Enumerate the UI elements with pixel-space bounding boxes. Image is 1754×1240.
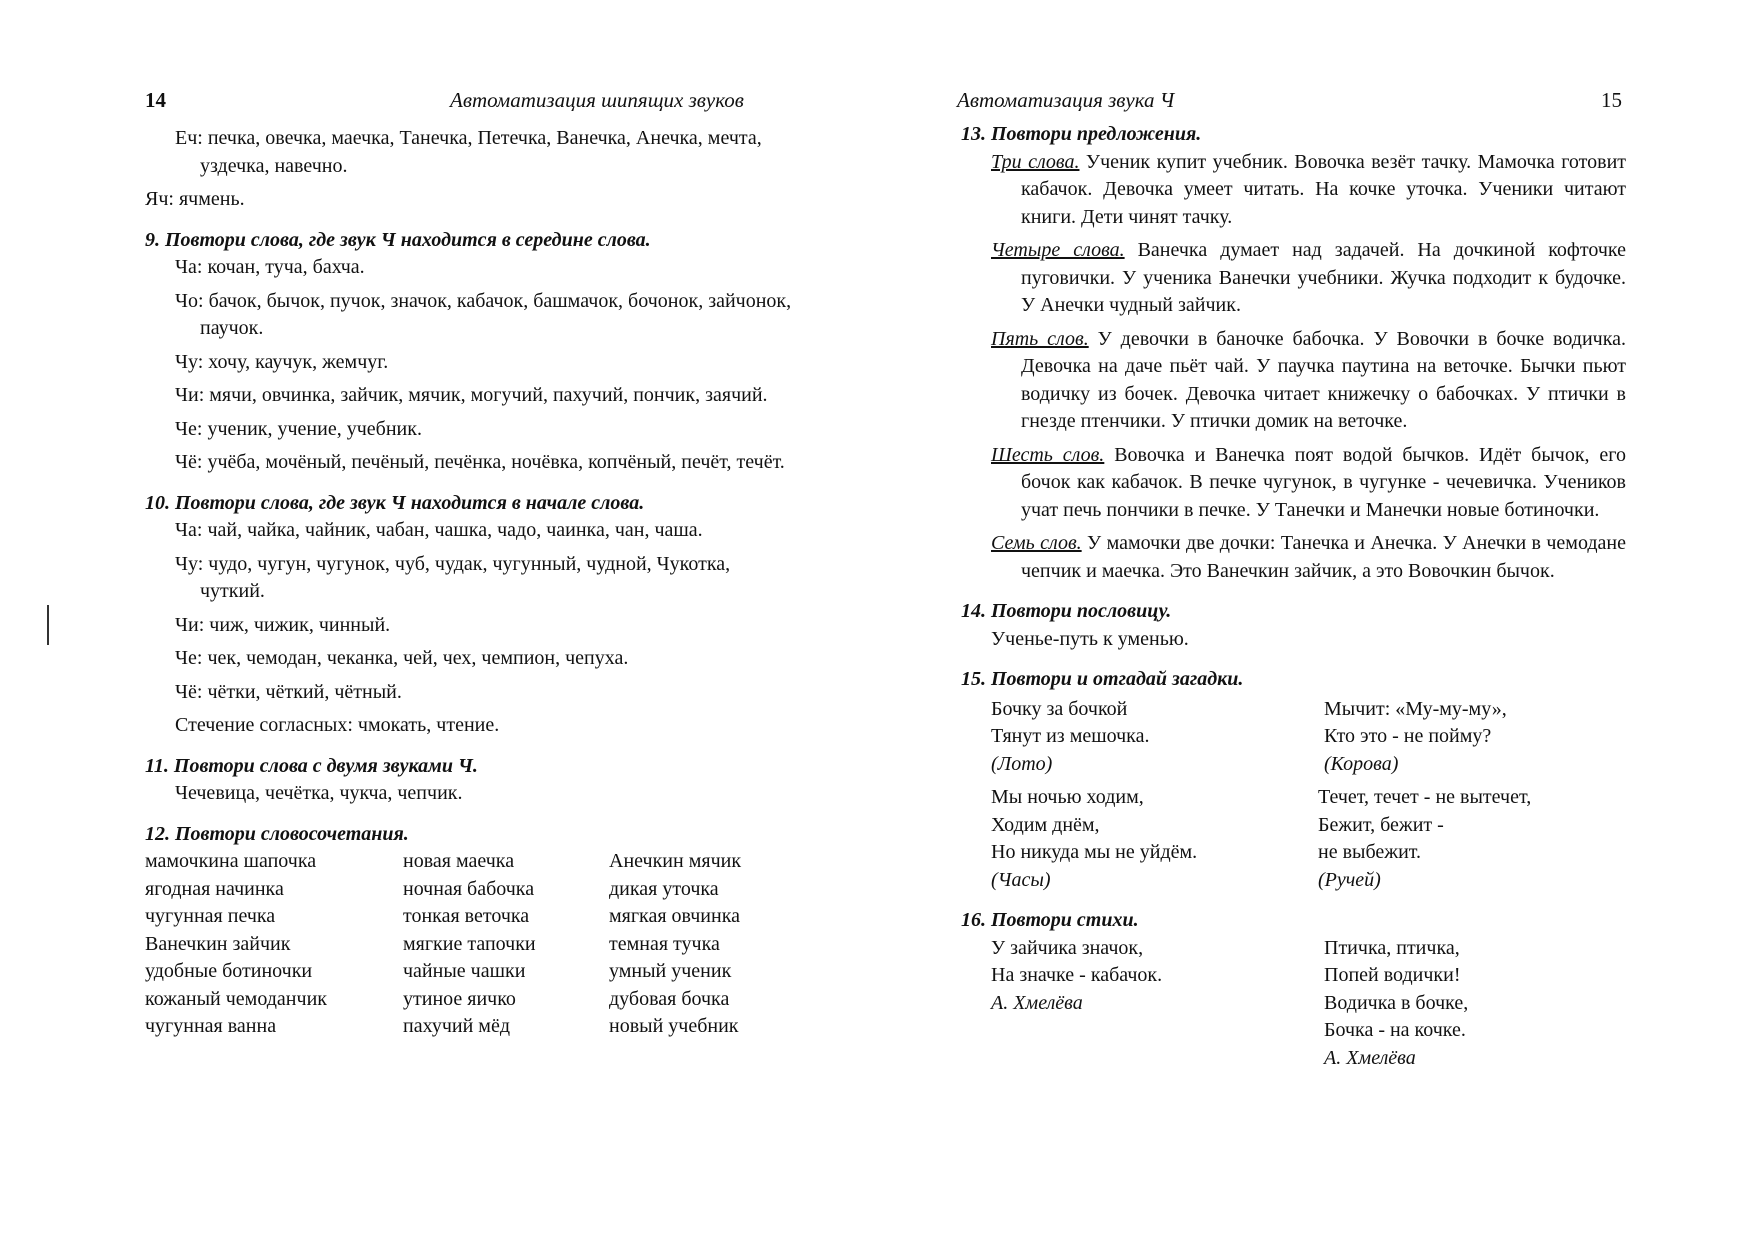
list-item: Чё: чётки, чёткий, чётный.	[175, 680, 402, 703]
exercise-13-title: 13. Повтори предложения.	[961, 123, 1202, 145]
list-item: мягкие тапочки	[403, 932, 536, 955]
word-combinations-grid	[145, 848, 795, 1041]
exercise-11-title: 11. Повтори слова с двумя звуками Ч.	[145, 754, 478, 777]
list-item: мягкая овчинка	[609, 905, 740, 927]
list-item: Че: ученик, учение, учебник.	[175, 417, 422, 440]
sentence-group: Пять слов. У девочки в баночке бабочка. У Вовочки в бочке водичка. Девочка на даче пьёт чай. У паучка паутина на веточке. Бычки пьют водичку из бочек. Девочка читает книжечку о бабочках. У птички в гнезде птенчики. У птички домик на веточке.	[991, 327, 1627, 432]
riddle-lotto: Бочку за бочкой Тянут из мешочка. (Лото)	[991, 696, 1324, 779]
poems	[961, 935, 1626, 1073]
list-item: кожаный чемоданчик	[145, 987, 327, 1010]
list-item: Стечение согласных: чмокать, чтение.	[175, 714, 500, 736]
riddle-answer: (Лото)	[991, 752, 1053, 775]
list-item: Ча: кочан, туча, бахча.	[175, 256, 365, 278]
list-item: чайные чашки	[403, 960, 526, 982]
riddle-answer: (Ручей)	[1318, 868, 1381, 891]
word-column	[145, 848, 403, 1041]
riddle-clock: Мы ночью ходим, Ходим днём, Но никуда мы не уйдём. (Часы)	[991, 784, 1318, 894]
left-content	[145, 125, 795, 1041]
list-item: Анечкин мячик	[609, 850, 742, 872]
list-item: Чё: учёба, мочёный, печёный, печёнка, ночёвка, копчёный, печёт, течёт.	[175, 451, 785, 473]
list-item: Чо: бачок, бычок, пучок, значок, кабачок, башмачок, бочонок, зайчонок, паучок.	[175, 289, 792, 339]
riddle-answer: (Часы)	[991, 868, 1051, 891]
list-item: тонкая веточка	[403, 905, 530, 927]
poem-1: У зайчика значок, На значке - кабачок. А. Хмелёва	[991, 935, 1324, 1073]
list-item: Чи: чиж, чижик, чинный.	[175, 613, 391, 636]
list-item: мамочкина шапочка	[145, 850, 317, 872]
right-content	[961, 121, 1626, 1078]
list-item: удобные ботиночки	[145, 960, 313, 982]
list-item: чугунная ванна	[145, 1015, 277, 1037]
riddle-cow: Мычит: «Му-му-му», Кто это - не пойму? (Корова)	[1324, 696, 1624, 779]
word-column	[609, 848, 809, 1041]
list-item: чугунная печка	[145, 905, 276, 927]
list-item: Ванечкин зайчик	[145, 932, 291, 955]
sentence-group: Три слова. Ученик купит учебник. Вовочка везёт тачку. Мамочка готовит кабачок. Девочка умеет читать. На кочке уточка. Ученики читают книги. Дети чинят тачку.	[991, 150, 1627, 228]
list-item: пахучий мёд	[403, 1015, 510, 1037]
list-item: утиное яичко	[403, 987, 516, 1010]
exercise-11-text: Чечевица, чечётка, чукча, чепчик.	[175, 782, 463, 804]
poem-author: А. Хмелёва	[1324, 1046, 1416, 1069]
exercise-14-title: 14. Повтори пословицу.	[961, 600, 1172, 622]
list-item: умный ученик	[609, 960, 732, 982]
list-item: темная тучка	[609, 932, 720, 955]
list-item: новый учебник	[609, 1015, 739, 1037]
running-title-right: Автоматизация звука Ч	[957, 88, 1175, 112]
riddles-row-2	[961, 784, 1626, 894]
list-item: Чи: мячи, овчинка, зайчик, мячик, могучий, пахучий, пончик, заячий.	[175, 384, 768, 406]
exercise-10-title: 10. Повтори слова, где звук Ч находится в начале слова.	[145, 491, 645, 514]
list-item: ночная бабочка	[403, 877, 535, 900]
right-page	[877, 0, 1754, 1240]
list-item: ягодная начинка	[145, 877, 284, 900]
list-item: дикая уточка	[609, 877, 719, 900]
exercise-9-title: 9. Повтори слова, где звук Ч находится в середине слова.	[145, 228, 651, 251]
poem-author: А. Хмелёва	[991, 991, 1083, 1014]
sentence-group: Шесть слов. Вовочка и Ванечка поят водой бычков. Идёт бычок, его бочок как кабачок. В печке чугунок, в чугунке - чечевичка. Учеников учат печь пончики в печке. У Танечки и Манечки новые ботиночки.	[991, 443, 1627, 521]
list-item: Чу: чудо, чугун, чугунок, чуб, чудак, чугунный, чудной, Чукотка, чуткий.	[175, 552, 731, 602]
word-column	[403, 848, 609, 1041]
exercise-12-title: 12. Повтори словосочетания.	[145, 822, 409, 845]
list-item: Че: чек, чемодан, чеканка, чей, чех, чемпион, чепуха.	[175, 647, 629, 669]
sentence-group: Четыре слова. Ванечка думает над задачей. На дочкиной кофточке пуговички. У ученика Ванечки учебники. Жучка подходит к будочке. У Анечки чудный зайчик.	[991, 239, 1626, 316]
poem-2: Птичка, птичка, Попей водички! Водичка в бочке, Бочка - на кочке. А. Хмелёва	[1324, 935, 1624, 1073]
riddle-stream: Течет, течет - не вытечет, Бежит, бежит - не выбежит. (Ручей)	[1318, 784, 1618, 894]
running-title-left: Автоматизация шипящих звуков	[450, 88, 744, 112]
sentence-group: Семь слов. У мамочки две дочки: Танечка и Анечка. У Анечки в чемодане чепчик и маечка. Это Ванечкин зайчик, а это Вовочкин бычок.	[991, 532, 1627, 582]
page-number-right: 15	[1601, 88, 1622, 112]
list-item: новая маечка	[403, 850, 515, 872]
page-number-left: 14	[145, 88, 166, 112]
list-item: Яч: ячмень.	[145, 188, 245, 210]
proverb-text: Ученье-путь к уменью.	[991, 627, 1189, 650]
exercise-16-title: 16. Повтори стихи.	[961, 909, 1139, 931]
list-item: дубовая бочка	[609, 987, 730, 1010]
exercise-15-title: 15. Повтори и отгадай загадки.	[961, 668, 1244, 690]
riddles-row-1	[961, 696, 1626, 779]
list-item: Чу: хочу, каучук, жемчуг.	[175, 350, 389, 373]
list-item: Ча: чай, чайка, чайник, чабан, чашка, чадо, чаинка, чан, чаша.	[175, 519, 703, 541]
list-item: Еч: печка, овечка, маечка, Танечка, Петечка, Ванечка, Анечка, мечта, уздечка, навечно.	[175, 127, 762, 177]
riddle-answer: (Корова)	[1324, 752, 1399, 775]
